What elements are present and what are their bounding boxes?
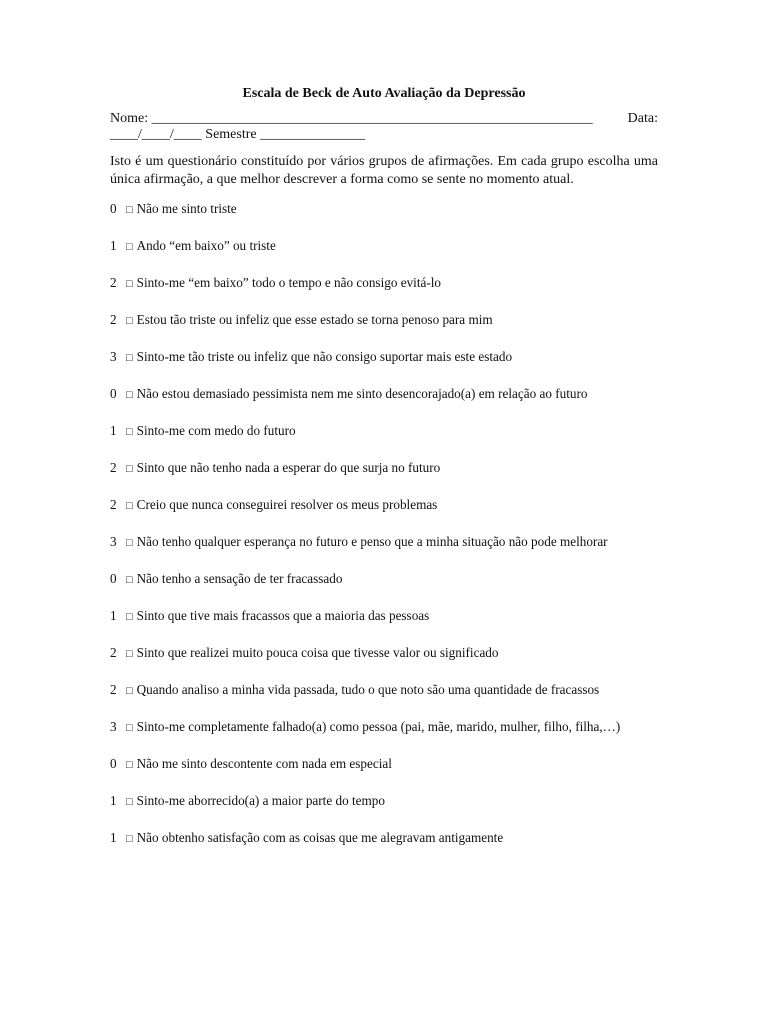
questionnaire-item [110,677,658,704]
checkbox-icon[interactable]: □ [126,463,133,475]
item-text: Não tenho qualquer esperança no futuro e penso que a minha situação não pode melhorar [136,534,608,549]
item-text: Ando “em baixo” ou triste [136,238,276,253]
item-text: Sinto-me com medo do futuro [136,423,296,438]
checkbox-icon[interactable]: □ [126,574,133,586]
item-text: Sinto-me tão triste ou infeliz que não consigo suportar mais este estado [136,349,513,364]
questionnaire-item [110,233,658,260]
item-text: Não estou demasiado pessimista nem me sinto desencorajado(a) em relação ao futuro [136,386,588,401]
checkbox-icon[interactable]: □ [126,685,133,697]
item-score: 0 [110,201,117,216]
checkbox-icon[interactable]: □ [126,426,133,438]
item-score: 1 [110,238,117,253]
item-score: 1 [110,793,117,808]
questionnaire-item [110,381,658,408]
item-score: 3 [110,349,117,364]
intro-paragraph: Isto é um questionário constituído por vários grupos de afirmações. Em cada grupo escolha uma única afirmação, a que melhor descrever a forma como se sente no momento atual. [110,154,658,187]
item-text: Não me sinto triste [136,201,237,216]
checkbox-icon[interactable]: □ [126,648,133,660]
item-text: Não me sinto descontente com nada em especial [136,756,392,771]
questionnaire-item [110,603,658,630]
checkbox-icon[interactable]: □ [126,352,133,364]
date-blank: ____/____/____ [110,127,202,142]
item-score: 2 [110,460,117,475]
item-score: 2 [110,497,117,512]
item-text: Quando analiso a minha vida passada, tudo o que noto são uma quantidade de fracassos [136,682,600,697]
item-score: 2 [110,312,117,327]
item-text: Sinto que realizei muito pouca coisa que tivesse valor ou significado [136,645,499,660]
date-label: Data: [627,111,658,126]
questionnaire-item [110,455,658,482]
item-score: 1 [110,830,117,845]
questionnaire-item [110,307,658,334]
name-field-line: Nome: _______________________________________________________________ [110,111,593,126]
questionnaire-item [110,270,658,297]
questionnaire-item [110,196,658,223]
document-title: Escala de Beck de Auto Avaliação da Depressão [242,86,526,101]
semester-field-line: Semestre _______________ [205,127,366,142]
questionnaire-item [110,714,658,741]
item-score: 3 [110,719,117,734]
questionnaire-item [110,751,658,778]
item-score: 2 [110,682,117,697]
checkbox-icon[interactable]: □ [126,500,133,512]
item-score: 0 [110,386,117,401]
questionnaire-item [110,418,658,445]
questionnaire-item [110,788,658,815]
checkbox-icon[interactable]: □ [126,389,133,401]
item-text: Creio que nunca conseguirei resolver os meus problemas [136,497,438,512]
item-text: Sinto que não tenho nada a esperar do que surja no futuro [136,460,441,475]
item-list [110,196,658,852]
document-page [110,85,658,852]
checkbox-icon[interactable]: □ [126,759,133,771]
item-text: Sinto-me completamente falhado(a) como pessoa (pai, mãe, marido, mulher, filho, filha,…) [136,719,621,734]
questionnaire-item [110,640,658,667]
checkbox-icon[interactable]: □ [126,204,133,216]
item-text: Sinto-me “em baixo” todo o tempo e não consigo evitá-lo [136,275,441,290]
item-score: 1 [110,608,117,623]
checkbox-icon[interactable]: □ [126,722,133,734]
item-score: 0 [110,571,117,586]
item-score: 2 [110,275,117,290]
item-text: Não tenho a sensação de ter fracassado [136,571,343,586]
item-score: 3 [110,534,117,549]
item-text: Sinto que tive mais fracassos que a maioria das pessoas [136,608,430,623]
checkbox-icon[interactable]: □ [126,833,133,845]
checkbox-icon[interactable]: □ [126,537,133,549]
checkbox-icon[interactable]: □ [126,796,133,808]
checkbox-icon[interactable]: □ [126,315,133,327]
item-text: Sinto-me aborrecido(a) a maior parte do tempo [136,793,385,808]
checkbox-icon[interactable]: □ [126,241,133,253]
item-text: Não obtenho satisfação com as coisas que me alegravam antigamente [136,830,504,845]
item-text: Estou tão triste ou infeliz que esse estado se torna penoso para mim [136,312,493,327]
name-date-line [110,111,658,127]
questionnaire-item [110,825,658,852]
questionnaire-item [110,566,658,593]
item-score: 1 [110,423,117,438]
checkbox-icon[interactable]: □ [126,278,133,290]
questionnaire-item [110,344,658,371]
questionnaire-item [110,529,658,556]
date-semester-line [110,127,658,143]
item-score: 0 [110,756,117,771]
questionnaire-item [110,492,658,519]
item-score: 2 [110,645,117,660]
checkbox-icon[interactable]: □ [126,611,133,623]
